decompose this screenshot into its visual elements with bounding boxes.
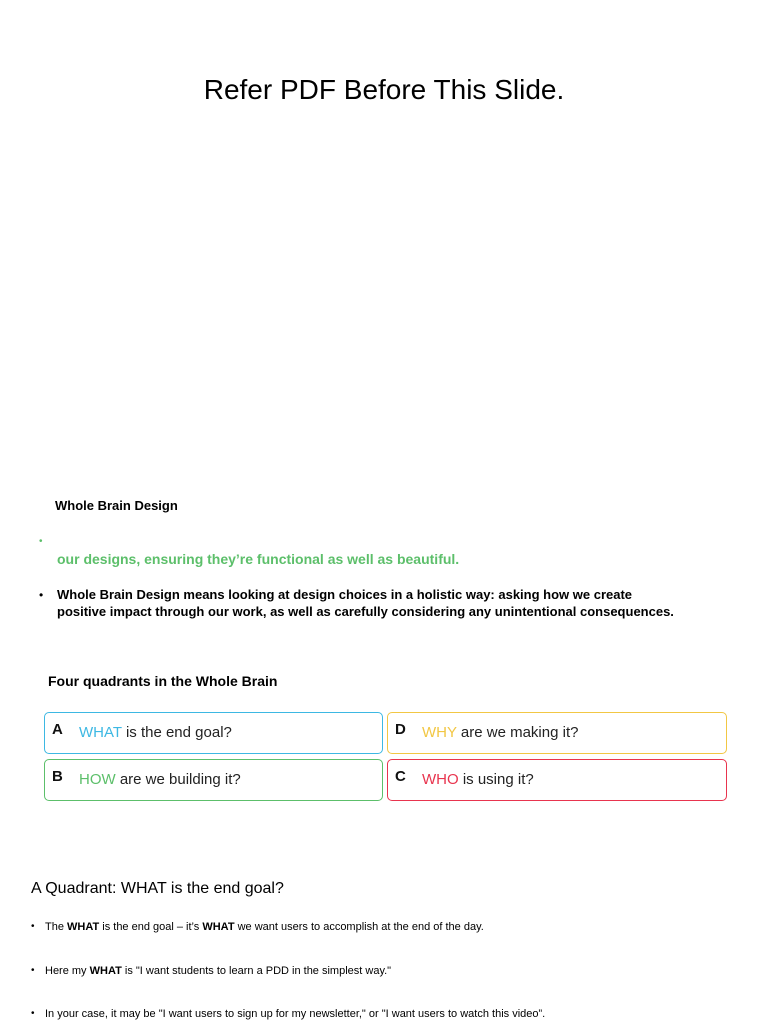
quadrant-question: is using it? (458, 771, 534, 788)
text-span: Here my (45, 965, 90, 977)
text-span: The (45, 921, 68, 933)
bold-text: WHAT (67, 921, 100, 933)
text-span: we want users to accomplish at the end of the day. (234, 921, 484, 933)
bullet-dot: • (31, 1008, 35, 1019)
a-quadrant-bullet-2 (45, 965, 391, 977)
quadrant-b-card (44, 759, 383, 801)
quadrant-keyword: WHO (422, 771, 459, 788)
quadrant-question: are we making it? (456, 724, 579, 741)
quadrants-heading: Four quadrants in the Whole Brain (48, 673, 278, 689)
bullet-dot: • (39, 536, 43, 547)
bold-text: WHAT (202, 921, 235, 933)
text-span: is "I want students to learn a PDD in the simplest way." (121, 965, 392, 977)
green-highlight-line: our designs, ensuring they’re functional as well as beautiful. (57, 551, 460, 567)
quadrant-a-card (44, 712, 383, 754)
a-quadrant-bullet-3 (45, 1008, 545, 1020)
slide-title: Refer PDF Before This Slide. (203, 74, 565, 105)
bullet-dot: • (39, 588, 44, 602)
bullet-dot: • (31, 921, 35, 932)
quadrant-question: are we building it? (115, 771, 241, 788)
text-span: is the end goal – it’s (99, 921, 203, 933)
a-quadrant-heading: A Quadrant: WHAT is the end goal? (31, 880, 284, 897)
quadrant-question: is the end goal? (121, 724, 232, 741)
quadrant-keyword: WHAT (79, 724, 122, 741)
a-quadrant-bullet-1 (45, 921, 484, 933)
quadrant-d-card (387, 712, 727, 754)
quadrant-letter: A (52, 721, 63, 738)
bullet-dot: • (31, 965, 35, 976)
quadrant-letter: B (52, 768, 63, 785)
quadrant-c-card (387, 759, 727, 801)
quadrant-letter: D (395, 721, 406, 738)
quadrant-keyword: HOW (79, 771, 116, 788)
quadrant-keyword: WHY (422, 724, 457, 741)
quadrant-letter: C (395, 768, 406, 785)
bold-text: WHAT (89, 965, 122, 977)
whole-brain-definition: Whole Brain Design means looking at design choices in a holistic way: asking how we create positive impact through our work, as well as carefully considering any unintentional consequences. (57, 587, 674, 619)
whole-brain-heading: Whole Brain Design (55, 498, 178, 513)
text-span: In your case, it may be "I want users to sign up for my newsletter," or "I want users to watch this video”. (45, 1008, 546, 1020)
